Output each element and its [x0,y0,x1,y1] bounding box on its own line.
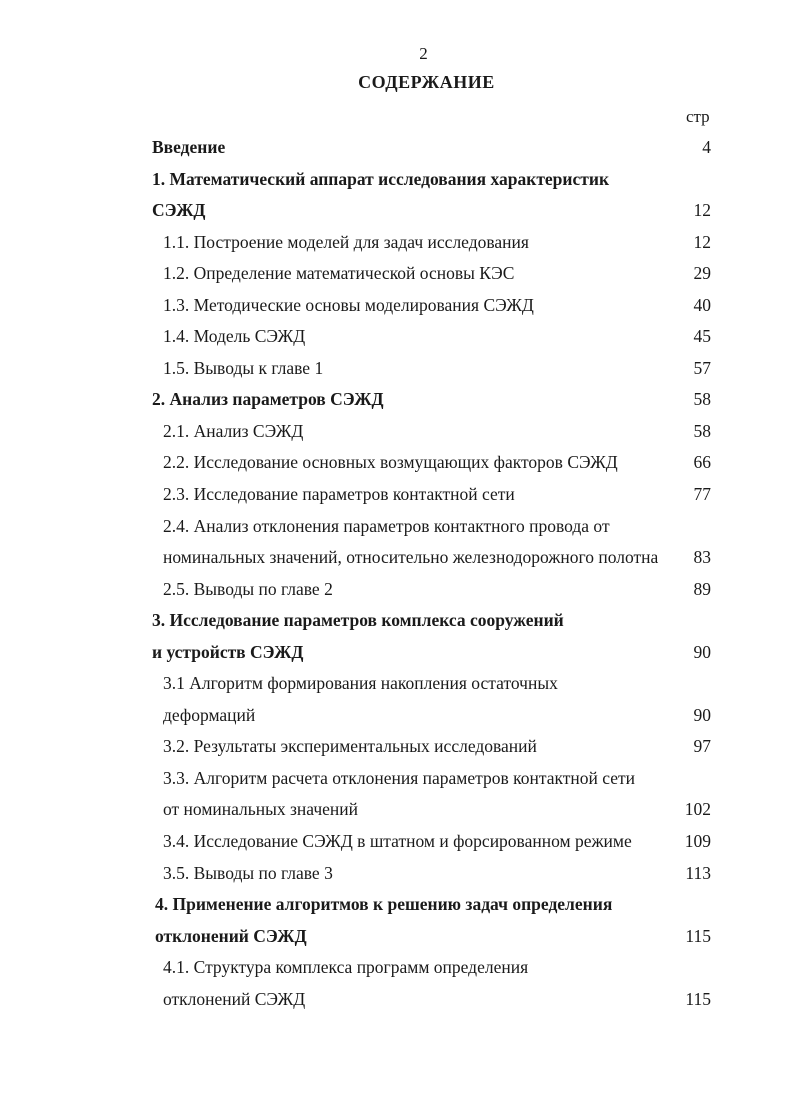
toc-entry [0,479,793,511]
toc-entry [0,321,793,353]
toc-entry [0,952,793,984]
toc-entry [0,637,793,669]
toc-entry-title: 3. Исследование параметров комплекса сооружений [152,610,564,631]
page-title: СОДЕРЖАНИЕ [358,72,495,92]
toc-entry-title: 3.1 Алгоритм формирования накопления остаточных [163,673,558,694]
toc-entry-page: 115 [685,925,711,946]
toc-entry-title: 3.4. Исследование СЭЖД в штатном и форсированном режиме [163,831,632,852]
toc-entry [0,889,793,921]
toc-entry [0,984,793,1016]
toc-entry-title: 1.5. Выводы к главе 1 [163,357,324,378]
toc-entry-title: 1.4. Модель СЭЖД [163,326,306,347]
toc-entry-page: 113 [685,862,711,883]
toc-entry-page: 58 [693,420,711,441]
toc-entry-title: деформаций [163,704,256,725]
toc-entry [0,574,793,606]
toc-entry [0,794,793,826]
toc-entry-page: 29 [693,263,711,284]
toc-entry [0,605,793,637]
toc-entry-title: 2. Анализ параметров СЭЖД [152,389,384,410]
toc-entry-page: 77 [693,484,711,505]
toc-entry-page: 4 [702,137,711,157]
toc-entry-page: 12 [693,231,711,252]
toc-entry-title: Введение [152,137,226,157]
toc-entry [0,416,793,448]
toc-entry-page: 58 [693,389,711,410]
toc-entry [0,731,793,763]
toc-entry-title: отклонений СЭЖД [155,925,307,946]
toc-entry-title: 3.5. Выводы по главе 3 [163,862,333,883]
toc-entry-page: 83 [693,547,711,568]
toc-entry-title: от номинальных значений [163,799,359,820]
page-column-header: стр [686,107,710,126]
toc-entry-page: 66 [693,452,711,473]
toc-entry [0,384,793,416]
toc-entry [0,227,793,259]
toc-entry [0,826,793,858]
toc-entry-page: 40 [693,294,711,315]
toc-entry [0,290,793,322]
toc-entry-title: 2.2. Исследование основных возмущающих факторов СЭЖД [163,452,618,473]
toc-entry-title: 2.3. Исследование параметров контактной сети [163,484,515,505]
toc-entry-page: 102 [684,799,711,820]
toc-entry-title: 1. Математический аппарат исследования характеристик [152,168,610,189]
toc-entry-page: 90 [693,641,711,662]
toc-entry [0,668,793,700]
toc-entry [0,258,793,290]
toc-entry-title: 1.3. Методические основы моделирования СЭЖД [163,294,534,315]
toc-entry-page: 115 [685,988,711,1009]
toc-entry-title: 3.3. Алгоритм расчета отклонения параметров контактной сети [163,767,636,788]
toc-entry-page: 45 [693,326,711,347]
toc-entry-page: 90 [693,704,711,725]
toc-entry-title: 4.1. Структура комплекса программ определения [163,957,529,978]
page-number: 2 [419,44,428,63]
toc-entry [0,195,793,227]
toc-entry-title: 1.2. Определение математической основы КЭС [163,263,515,284]
toc-entry-page: 109 [684,831,711,852]
toc-entry-title: 1.1. Построение моделей для задач исследования [163,231,529,252]
toc-entry [0,858,793,890]
toc-entry [0,447,793,479]
toc-entry-title: 2.5. Выводы по главе 2 [163,578,333,599]
toc-entry [0,353,793,385]
toc-entry-title: отклонений СЭЖД [163,988,306,1009]
toc-entry-title: СЭЖД [152,200,206,221]
toc-entry-title: 2.4. Анализ отклонения параметров контактного провода от [163,515,610,536]
toc-entry-title: 2.1. Анализ СЭЖД [163,420,304,441]
toc-entry [0,132,793,164]
toc-entry-page: 57 [693,357,711,378]
toc-entry [0,700,793,732]
toc-entry-page: 12 [693,200,711,221]
toc-entry-title: 4. Применение алгоритмов к решению задач определения [155,894,613,915]
toc-entry [0,164,793,196]
toc-entry [0,542,793,574]
toc-entry-title: номинальных значений, относительно железнодорожного полотна [163,547,659,568]
toc-entry-page: 89 [693,578,711,599]
toc-entry [0,511,793,543]
toc-entry [0,763,793,795]
table-of-contents [0,132,793,1015]
toc-entry [0,921,793,953]
toc-entry-title: 3.2. Результаты экспериментальных исследований [163,736,537,757]
toc-entry-page: 97 [693,736,711,757]
toc-entry-title: и устройств СЭЖД [152,641,304,662]
